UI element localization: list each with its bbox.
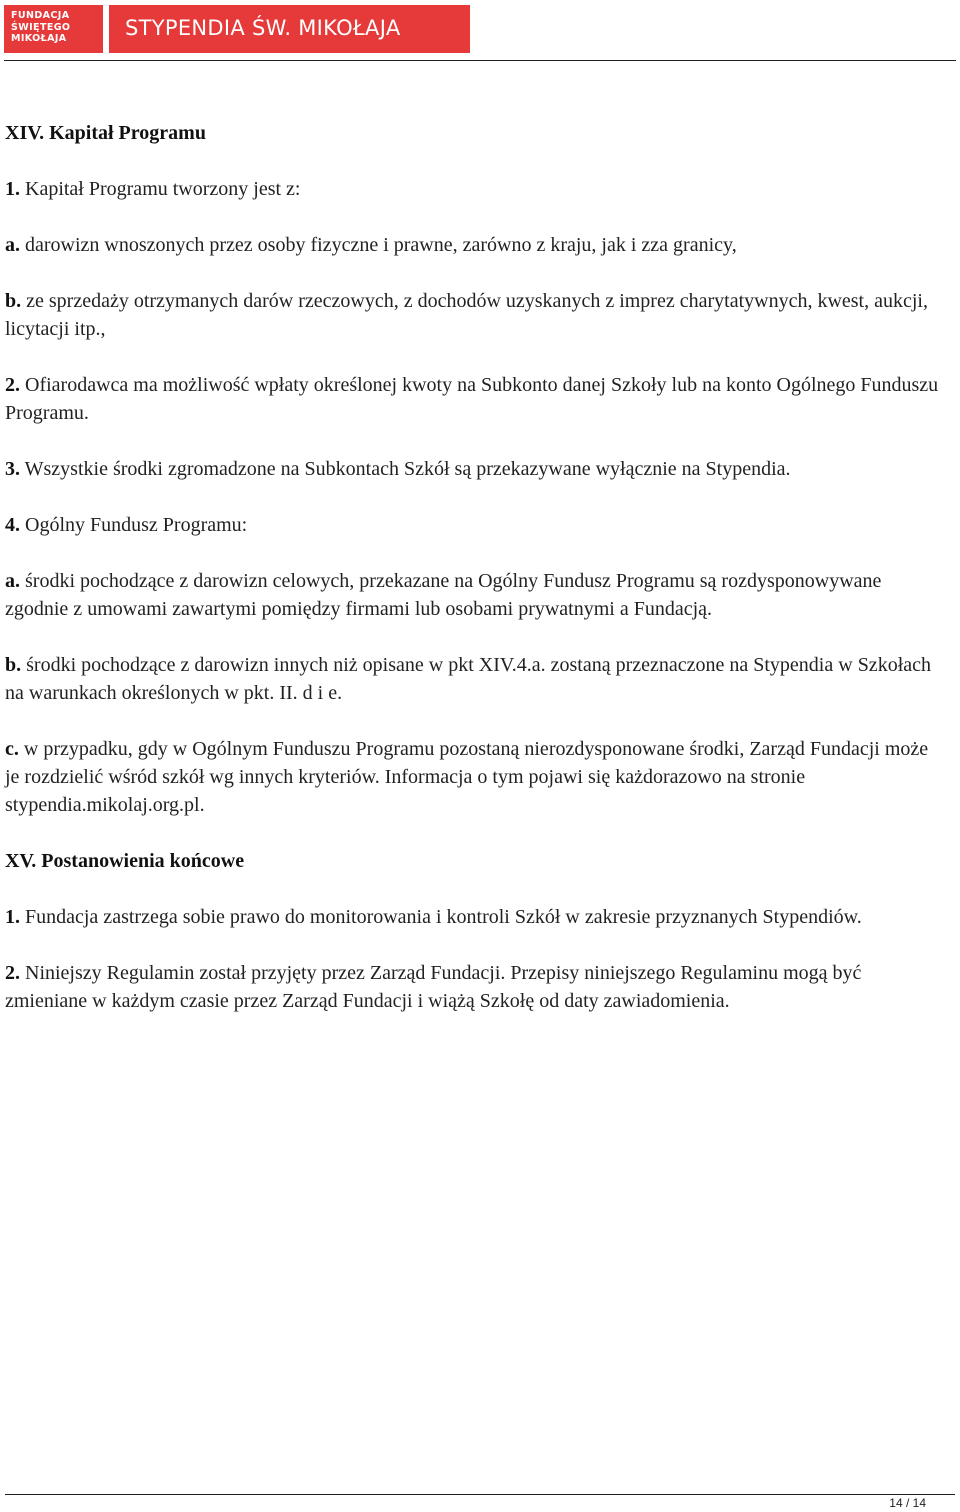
item-number: 2. [5,374,20,396]
page-header [4,5,470,53]
paragraph-text: ze sprzedaży otrzymanych darów rzeczowych, z dochodów uzyskanych z imprez charytatywnych, kwest, aukcji, licytacji itp., [5,290,928,340]
item-number: 2. [5,962,20,984]
footer-divider [5,1494,955,1495]
logo-line-3: MIKOŁAJA [11,33,67,44]
paragraph-4c [5,735,940,819]
logo-line-2: ŚWIĘTEGO [11,21,71,33]
paragraph-text: darowizn wnoszonych przez osoby fizyczne i prawne, zarówno z kraju, jak i zza granicy, [20,234,737,256]
header-title: STYPENDIA ŚW. MIKOŁAJA [109,5,470,53]
paragraph-1a [5,231,940,259]
item-number: 1. [5,906,20,928]
item-number: 3. [5,458,20,480]
item-number: a. [5,234,20,256]
paragraph-4 [5,511,940,539]
logo-line-1: FUNDACJA [11,10,70,21]
paragraph-1 [5,175,940,203]
paragraph-text: Kapitał Programu tworzony jest z: [20,178,301,200]
paragraph-4a [5,567,940,623]
paragraph-text: Ofiarodawca ma możliwość wpłaty określonej kwoty na Subkonto danej Szkoły lub na konto Ogólnego Funduszu Programu. [5,374,939,424]
paragraph-text: w przypadku, gdy w Ogólnym Funduszu Programu pozostaną nierozdysponowane środki, Zarząd Fundacji może je rozdzielić wśród szkół wg innych kryteriów. Informacja o tym pojawi się każdorazowo na stronie stypendia.mikolaj.org.pl. [5,738,929,816]
item-number: 4. [5,514,20,536]
foundation-logo [4,5,103,53]
paragraph-text: środki pochodzące z darowizn celowych, przekazane na Ogólny Fundusz Programu są rozdysponowywane zgodnie z umowami zawartymi pomiędzy firmami lub osobami prywatnymi a Fundacją. [5,570,882,620]
section-heading-xiv: XIV. Kapitał Programu [5,122,206,144]
paragraph-xv-2 [5,959,940,1015]
paragraph-xv-1 [5,903,940,931]
item-number: a. [5,570,20,592]
item-number: b. [5,290,22,312]
paragraph-text: środki pochodzące z darowizn innych niż opisane w pkt XIV.4.a. zostaną przeznaczone na Stypendia w Szkołach na warunkach określonych w pkt. II. d i e. [5,654,931,704]
paragraph-text: Fundacja zastrzega sobie prawo do monitorowania i kontroli Szkół w zakresie przyznanych Stypendiów. [20,906,862,928]
paragraph-text: Niniejszy Regulamin został przyjęty przez Zarząd Fundacji. Przepisy niniejszego Regulaminu mogą być zmieniane w każdym czasie przez Zarząd Fundacji i wiążą Szkołę od daty zawiadomienia. [5,962,862,1012]
paragraph-text: Ogólny Fundusz Programu: [20,514,248,536]
item-number: 1. [5,178,20,200]
paragraph-1b [5,287,940,343]
paragraph-text: Wszystkie środki zgromadzone na Subkontach Szkół są przekazywane wyłącznie na Stypendia. [20,458,791,480]
paragraph-3 [5,455,940,483]
document-body [5,119,940,1043]
section-heading-xv: XV. Postanowienia końcowe [5,850,245,872]
item-number: b. [5,654,22,676]
page-number: 14 / 14 [889,1496,926,1510]
paragraph-2 [5,371,940,427]
paragraph-4b [5,651,940,707]
header-divider [4,60,956,61]
item-number: c. [5,738,19,760]
